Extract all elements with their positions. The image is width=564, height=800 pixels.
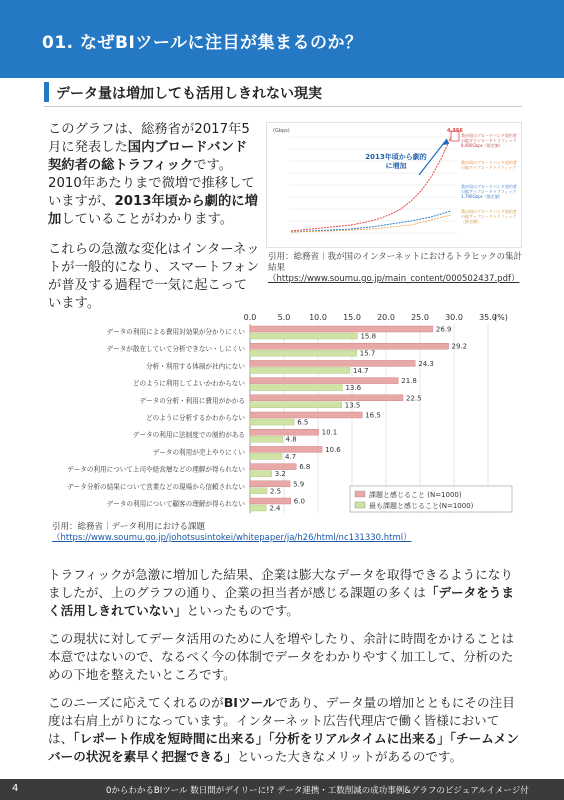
page-number: 4 [12, 783, 19, 794]
category-label: データ分析の結果について営業などの現場から信頼されない [67, 482, 245, 491]
x-tick-label: 0.0 [243, 313, 257, 322]
x-axis-unit: (%) [494, 313, 508, 322]
traffic-chart-figure [266, 122, 522, 248]
intro-text [48, 121, 260, 325]
legend-label: 最も課題と感じること(N=1000) [369, 502, 474, 510]
category-label: 分析・利用する体制が社内にない [146, 362, 245, 371]
traffic-note-3: 我が国のブロードバンド契約者の総アップロードトラフィック 1,790Gbps（推定値） [461, 184, 517, 199]
traffic-chart-svg [267, 123, 521, 247]
bar-top-issue [250, 385, 342, 391]
bar-issue [250, 464, 296, 470]
body-paragraph-2: この現状に対してデータ活用のために人を増やしたり、余計に時間をかけることは本意ではないので、なるべく今の体制でデータをわかりやすく加工して、分析のための下地を整えたいところです。 [48, 631, 514, 682]
x-tick-label: 20.0 [377, 313, 395, 322]
intro-paragraph-2: これらの急激な変化はインターネットが一般的になり、スマートフォンが普及する過程で一気に起こっています。 [48, 242, 260, 311]
bar-value-label: 10.6 [325, 445, 341, 454]
section-divider [44, 106, 522, 107]
category-label: データの利用による費用対効果が分かりにくい [106, 328, 245, 336]
bar-value-label: 6.0 [293, 497, 305, 506]
bar-value-label: 10.1 [321, 428, 338, 437]
traffic-chart-unit: (Gbps) [273, 128, 290, 134]
category-label: データの利用に法制度での制約がある [132, 431, 245, 440]
bar-value-label: 13.5 [344, 401, 361, 410]
bar-value-label: 24.3 [418, 359, 434, 368]
bar-top-issue [250, 453, 282, 459]
body-text [48, 566, 522, 776]
bar-issue [250, 429, 319, 435]
legend-swatch [355, 502, 365, 508]
category-label: データの分析・利用に費用がかかる [139, 396, 245, 405]
bar-top-issue [250, 367, 350, 373]
body-paragraph-1: トラフィックが急激に増加した結果、企業は膨大なデータを取得できるようになりましたが、上のグラフの通り、企業の担当者が感じる課題の多くは「データをうまく活用しきれていない」といったものです。 [48, 567, 514, 618]
bar-value-label: 14.7 [352, 366, 369, 375]
issues-bar-chart-svg [40, 310, 526, 518]
bar-value-label: 3.2 [274, 470, 286, 479]
bar-issue [250, 326, 433, 332]
traffic-series-download [291, 137, 451, 231]
category-label: データの利用について顧客の理解が得られない [106, 500, 245, 508]
bar-issue [250, 378, 398, 384]
x-tick-label: 25.0 [411, 313, 429, 322]
footer-title: 0からわかるBIツール 数日間がデイリーに!? データ連携・工数削減の成功事例&グラフのビジュアルイメージ付 [106, 786, 529, 796]
bar-value-label: 5.9 [293, 480, 305, 489]
category-label: どのように利用してよいかわからない [132, 379, 245, 388]
category-label: データの利用について上司や経営層などの理解が得られない [67, 465, 245, 474]
traffic-note-4: 我が国のブロードバンド契約者の総アップロードトラフィック（推定値） [461, 209, 517, 224]
bar-issue [250, 481, 290, 487]
x-tick-label: 10.0 [309, 313, 327, 322]
legend-swatch [355, 491, 365, 497]
traffic-citation-source: 引用：総務省｜我が国のインターネットにおけるトラヒックの集計結果 [268, 252, 522, 273]
bar-value-label: 4.7 [284, 452, 297, 461]
bar-value-label: 2.4 [269, 504, 281, 513]
issues-citation-link[interactable]: （https://www.soumu.go.jp/johotsusintokei/whitepaper/ja/h26/html/nc131330.html） [52, 533, 412, 543]
bar-top-issue [250, 333, 357, 339]
issues-citation-source: 引用：総務省｜データ利用における課題 [52, 522, 206, 532]
traffic-note-1: 我が国のブロードバンド契約者の総ダウンロードトラフィック 8,980Gbps（推定値） [461, 133, 517, 148]
bar-value-label: 2.5 [270, 487, 282, 496]
bar-top-issue [250, 505, 266, 511]
bar-value-label: 6.8 [299, 463, 311, 472]
bar-value-label: 13.6 [345, 384, 362, 393]
bar-top-issue [250, 350, 357, 356]
x-tick-label: 30.0 [445, 313, 463, 322]
section-marker [44, 82, 49, 102]
bar-value-label: 21.8 [401, 377, 417, 386]
bar-value-label: 6.5 [297, 418, 309, 427]
bar-value-label: 22.5 [406, 394, 422, 403]
bar-top-issue [250, 402, 342, 408]
bar-top-issue [250, 488, 267, 494]
intro-paragraph-1: このグラフは、総務省が2017年5月に発表した国内ブロードバンド契約者の総トラフィックです。2010年あたりまで微増で推移していますが、2013年頃から劇的に増加していることがわかります。 [48, 122, 258, 227]
section-title: データ量は増加しても活用しきれない現実 [56, 86, 322, 102]
bar-issue [250, 343, 449, 349]
x-tick-label: 5.0 [277, 313, 291, 322]
category-label: データの利用が売上やりにくい [152, 448, 245, 457]
bar-issue [250, 446, 322, 452]
category-label: どのように分析するかわからない [146, 414, 245, 422]
legend-label: 課題と感じること (N=1000) [369, 491, 462, 499]
traffic-citation-link[interactable]: （https://www.soumu.go.jp/main_content/000502437.pdf） [268, 274, 520, 284]
body-paragraph-3: このニーズに応えてくれるのがBIツールであり、データ量の増加とともにその注目度は右肩上がりになっています。インターネット広告代理店で働く皆様においては、「レポート作成を短時間に出来る」「分析をリアルタイムに出来る」「チームメンバーの状況を素早く把握できる」といった大きなメリットがあるのです。 [48, 695, 519, 764]
bar-top-issue [250, 436, 283, 442]
bar-top-issue [250, 471, 272, 477]
bar-issue [250, 498, 291, 504]
page-title: 01. なぜBIツールに注目が集まるのか？ [42, 33, 363, 53]
bar-value-label: 26.9 [435, 325, 452, 334]
bar-top-issue [250, 419, 294, 425]
bar-value-label: 15.8 [360, 332, 377, 341]
issues-chart-citation [52, 522, 522, 544]
bar-value-label: 4.8 [285, 435, 297, 444]
traffic-note-2: 我が国のブロードバンド契約者の総アップロードトラフィック [461, 160, 517, 170]
traffic-peak-label: 4,356 [447, 128, 463, 134]
bar-value-label: 16.5 [365, 411, 381, 420]
traffic-chart-citation [268, 252, 530, 285]
bar-issue [250, 360, 415, 366]
bar-value-label: 15.7 [359, 349, 376, 358]
bar-value-label: 29.2 [451, 342, 468, 351]
category-label: データが散在していて分析できない・しにくい [106, 345, 245, 354]
bar-issue [250, 412, 362, 418]
bar-issue [250, 395, 403, 401]
x-tick-label: 35.0 [479, 313, 497, 322]
x-tick-label: 15.0 [343, 313, 361, 322]
traffic-callout: 2013年頃から劇的に増加 [365, 153, 427, 170]
issues-bar-chart [40, 310, 526, 518]
